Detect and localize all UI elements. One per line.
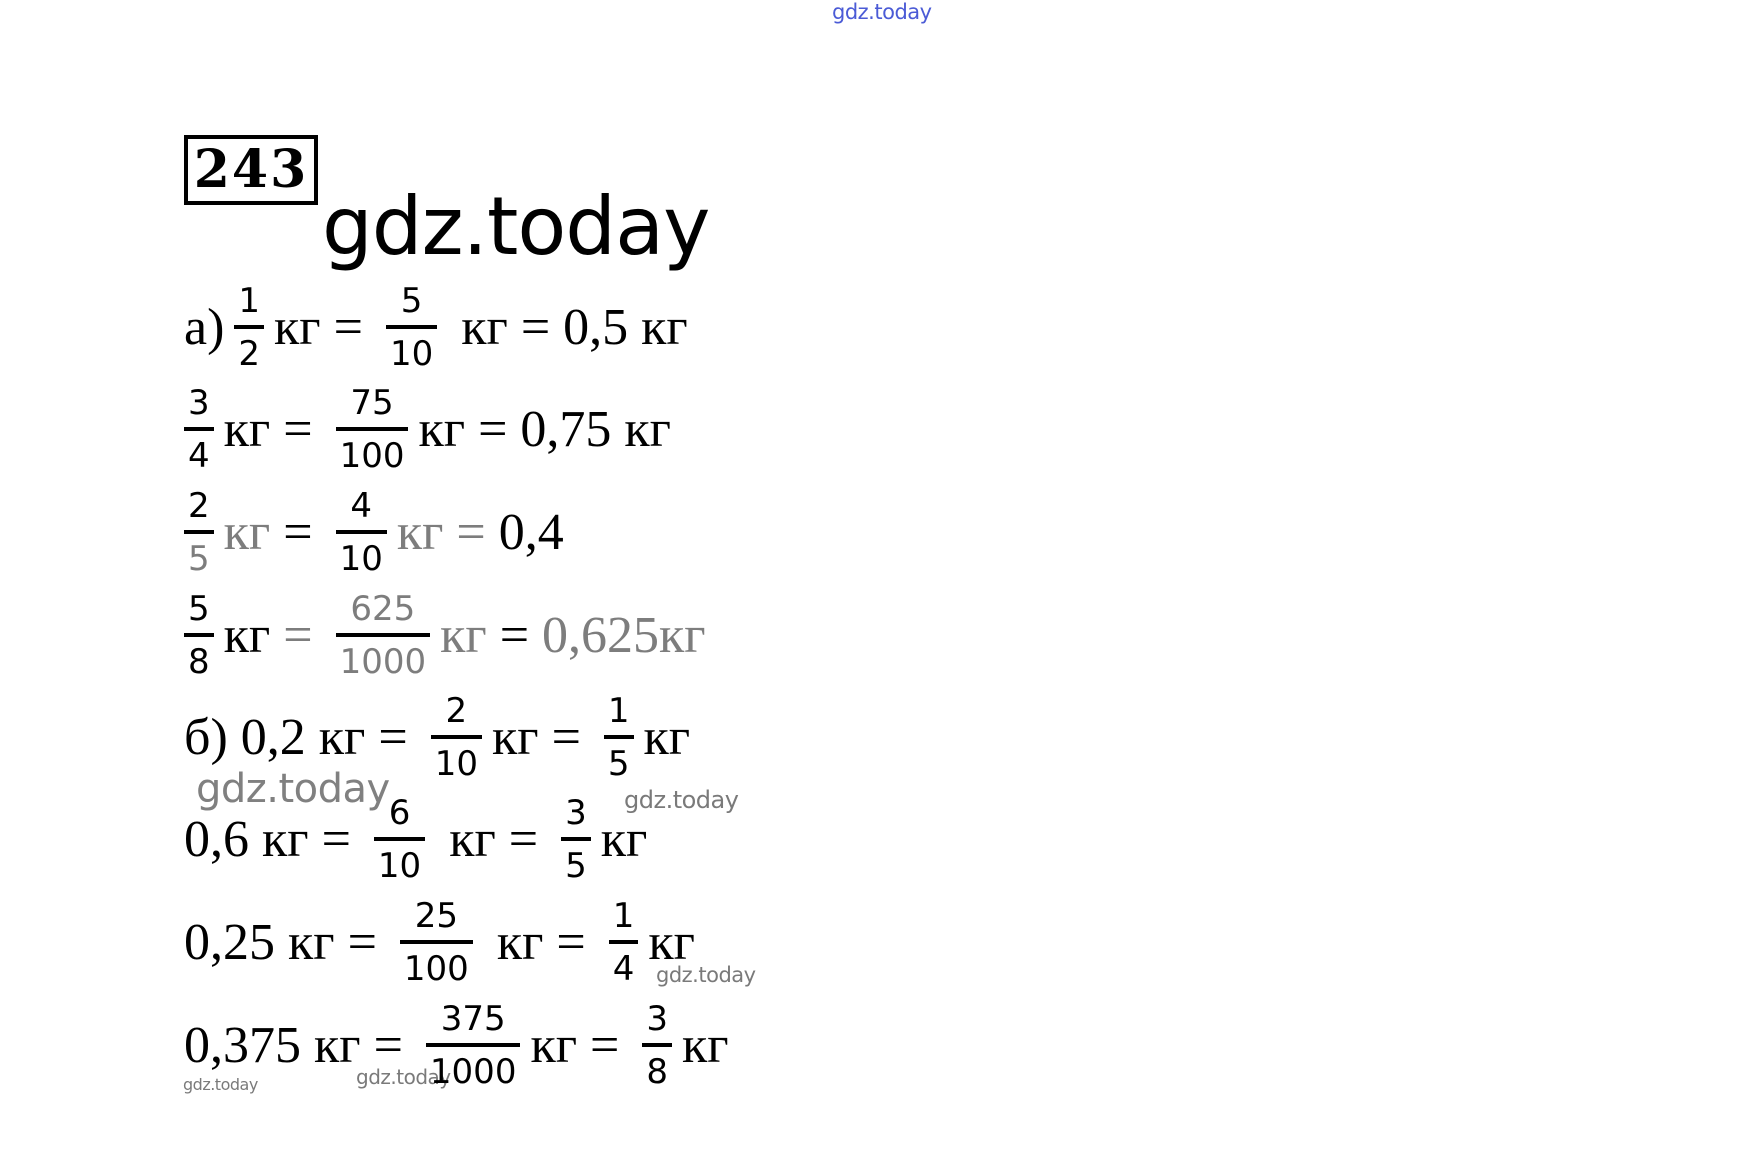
unit: кг [682,1016,729,1074]
fraction [184,590,214,681]
equals-sign: = [486,606,543,664]
numerator: 1 [238,281,261,321]
decimal-value: 0,375 [184,1016,301,1074]
equals-sign: = [308,810,364,868]
watermark: gdz.today [196,766,390,812]
numerator: 75 [350,383,394,423]
fraction [336,384,409,475]
equals-sign: = [270,606,326,664]
fraction [431,692,482,783]
unit: кг [530,1016,578,1074]
decimal-value: 0,2 [240,708,306,766]
equals-sign: = [443,503,499,561]
part-b-label: б) [184,708,228,766]
fraction [374,794,425,885]
watermark-large: gdz.today [322,180,710,273]
denominator: 1000 [429,1052,517,1093]
unit: кг [648,913,695,971]
fraction [426,1000,521,1091]
denominator: 8 [188,642,210,683]
denominator: 5 [188,539,210,580]
equals-sign: = [334,913,390,971]
unit: кг [440,606,487,664]
numerator: 4 [350,486,373,526]
equation-b3 [184,897,695,988]
unit: кг [643,708,691,766]
numerator: 1 [607,691,630,731]
unit: кг [314,1016,361,1074]
equation-a4 [184,590,706,681]
watermark-top: gdz.today [832,0,932,24]
unit: кг [274,298,321,356]
unit: кг [461,298,508,356]
fraction [386,282,437,373]
equation-b2 [184,794,647,885]
equation-a3 [184,487,564,578]
denominator: 10 [434,744,478,785]
equals-sign: = [465,400,521,458]
unit: кг [223,606,271,664]
fraction [336,487,387,578]
denominator: 10 [339,539,383,580]
watermark: gdz.today [624,786,739,814]
numerator: 5 [400,281,423,321]
unit: кг [600,810,648,868]
denominator: 10 [389,334,434,375]
numerator: 3 [646,999,669,1039]
equation-b1 [184,692,690,783]
fraction [561,794,591,885]
numerator: 5 [188,589,210,629]
numerator: 2 [445,691,468,731]
unit: кг [223,400,271,458]
equals-sign: = [270,503,326,561]
equation-a2 [184,384,671,475]
unit [628,302,641,354]
equals-sign: = [538,708,594,766]
fraction [609,897,639,988]
fraction [400,897,473,988]
numerator: 625 [350,589,416,629]
fraction [604,692,634,783]
decimal-value: 0,4 [498,503,564,561]
equation-b4 [184,1000,729,1091]
numerator: 6 [388,793,411,833]
equals-sign: = [365,708,421,766]
unit: кг [262,810,309,868]
denominator: 100 [403,949,469,990]
equals-sign: = [507,298,564,356]
denominator: 4 [188,436,210,477]
watermark: gdz.today [656,963,756,987]
part-a-label: а) [184,298,225,356]
fraction [234,282,264,373]
denominator: 5 [565,846,587,887]
decimal-value: 0,625 [542,606,660,664]
decimal-value: 0,75 [520,400,612,458]
task-number-box: 243 [184,135,318,205]
watermark: gdz.today [356,1065,451,1089]
decimal-value: 0,6 [184,810,249,868]
denominator: 10 [377,846,422,887]
decimal-value: 0,5 [563,298,629,356]
equals-sign: = [543,913,599,971]
watermark: gdz.today [183,1075,258,1094]
unit: кг [396,503,444,561]
equals-sign: = [577,1016,633,1074]
fraction [336,590,431,681]
denominator: 5 [607,744,630,785]
unit: кг [418,400,466,458]
numerator: 1 [612,896,635,936]
numerator: 375 [440,999,506,1039]
decimal-value: 0,25 [184,913,275,971]
unit: кг [641,298,688,356]
unit: кг [288,913,335,971]
fraction [642,1000,672,1091]
equals-sign: = [270,400,326,458]
unit: кг [318,708,366,766]
fraction [184,384,214,475]
numerator: 3 [565,793,587,833]
denominator: 8 [646,1052,669,1093]
numerator: 25 [414,896,458,936]
unit: кг [624,400,671,458]
numerator: 2 [188,486,210,526]
equation-a1 [184,282,688,373]
equals-sign: = [320,298,376,356]
denominator: 100 [339,436,405,477]
equals-sign: = [495,810,552,868]
unit: кг [496,913,544,971]
fraction [184,487,214,578]
unit: кг [491,708,539,766]
unit: кг [659,606,706,664]
denominator: 1000 [339,642,427,683]
numerator: 3 [188,383,210,423]
denominator: 4 [612,949,635,990]
denominator: 2 [238,334,261,375]
equals-sign: = [360,1016,416,1074]
unit: кг [449,810,496,868]
unit: кг [223,503,271,561]
